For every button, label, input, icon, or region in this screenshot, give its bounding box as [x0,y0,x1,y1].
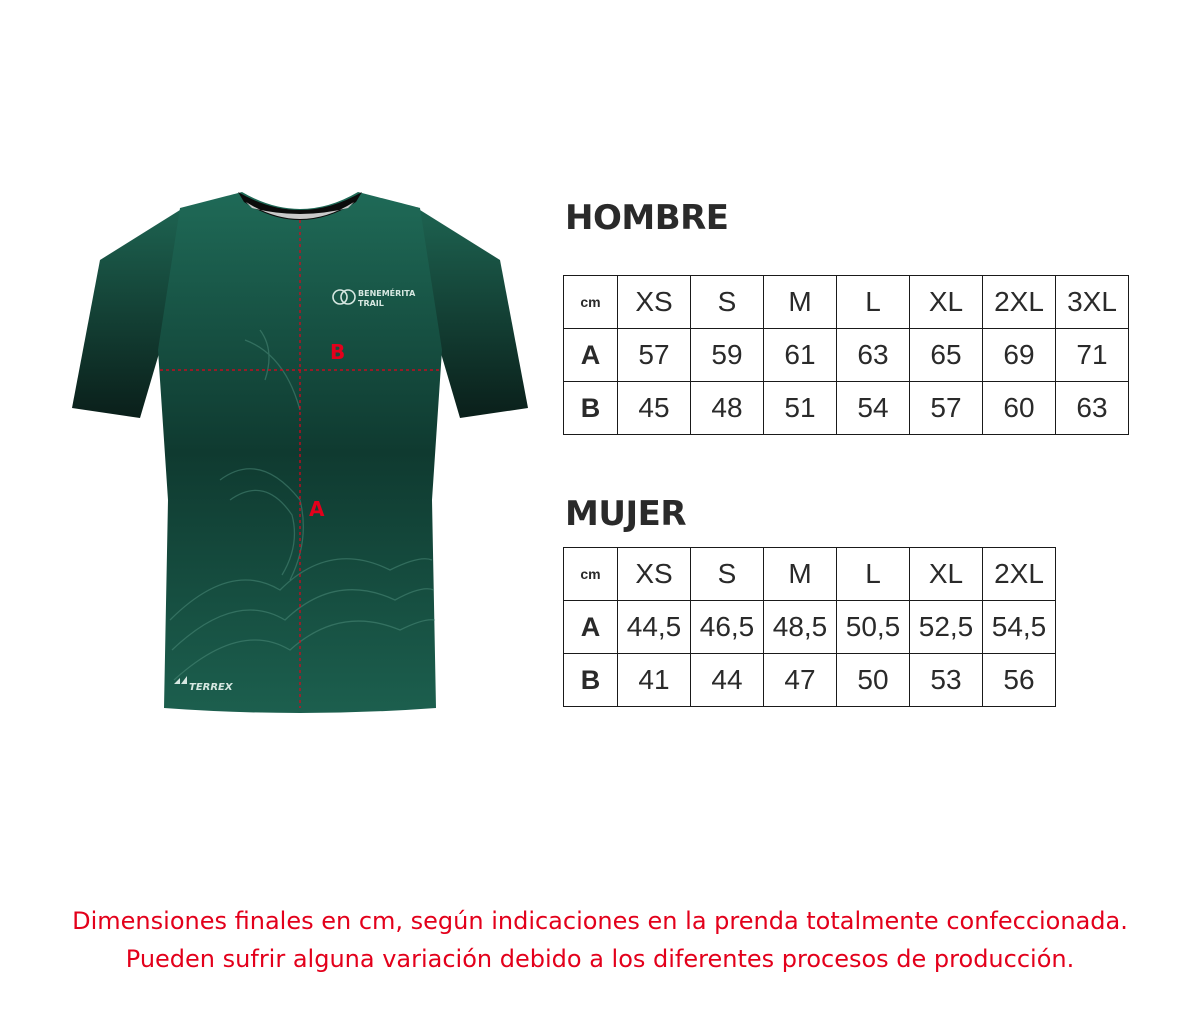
size-header: S [691,548,764,601]
table-cell: 54,5 [983,601,1056,654]
table-cell: 46,5 [691,601,764,654]
footer-note [0,902,1200,978]
table-cell: 50 [837,654,910,707]
table-cell: 53 [910,654,983,707]
table-row [564,329,1129,382]
table-cell: 47 [764,654,837,707]
section-title-hombre: HOMBRE [565,198,729,238]
table-cell: 61 [764,329,837,382]
size-header: L [837,276,910,329]
table-cell: 44,5 [618,601,691,654]
table-header-row [564,276,1129,329]
size-header: 3XL [1056,276,1129,329]
table-cell: 41 [618,654,691,707]
footer-line-1: Dimensiones finales en cm, según indicaciones en la prenda totalmente confeccionada. [72,907,1128,935]
svg-text:TRAIL: TRAIL [358,299,384,308]
table-cell: 50,5 [837,601,910,654]
table-cell: 59 [691,329,764,382]
measure-b-label: B [330,340,346,364]
table-cell: 60 [983,382,1056,435]
size-header: XL [910,548,983,601]
table-cell: 69 [983,329,1056,382]
size-header: M [764,548,837,601]
table-cell: 45 [618,382,691,435]
svg-text:TERREX: TERREX [189,682,233,693]
table-cell: 57 [910,382,983,435]
table-cell: 63 [837,329,910,382]
size-header: XS [618,276,691,329]
size-header: XL [910,276,983,329]
row-label: A [564,329,618,382]
table-cell: 44 [691,654,764,707]
size-header: 2XL [983,276,1056,329]
row-label: B [564,654,618,707]
unit-cell: cm [564,548,618,601]
row-label: B [564,382,618,435]
size-header: XS [618,548,691,601]
size-header: L [837,548,910,601]
table-cell: 48 [691,382,764,435]
table-row [564,654,1056,707]
table-cell: 51 [764,382,837,435]
size-header: 2XL [983,548,1056,601]
table-header-row [564,548,1056,601]
unit-cell: cm [564,276,618,329]
measure-a-label: A [309,497,325,521]
table-cell: 54 [837,382,910,435]
table-cell: 65 [910,329,983,382]
table-row [564,601,1056,654]
row-label: A [564,601,618,654]
size-table-mujer [563,547,1056,707]
table-row [564,382,1129,435]
size-header: S [691,276,764,329]
tshirt-illustration [60,180,540,720]
table-cell: 63 [1056,382,1129,435]
size-table-hombre [563,275,1129,435]
table-cell: 52,5 [910,601,983,654]
table-cell: 56 [983,654,1056,707]
svg-text:BENEMÉRITA: BENEMÉRITA [358,289,416,298]
size-header: M [764,276,837,329]
table-cell: 71 [1056,329,1129,382]
footer-line-2: Pueden sufrir alguna variación debido a los diferentes procesos de producción. [125,945,1075,973]
section-title-mujer: MUJER [565,494,686,534]
table-cell: 57 [618,329,691,382]
table-cell: 48,5 [764,601,837,654]
